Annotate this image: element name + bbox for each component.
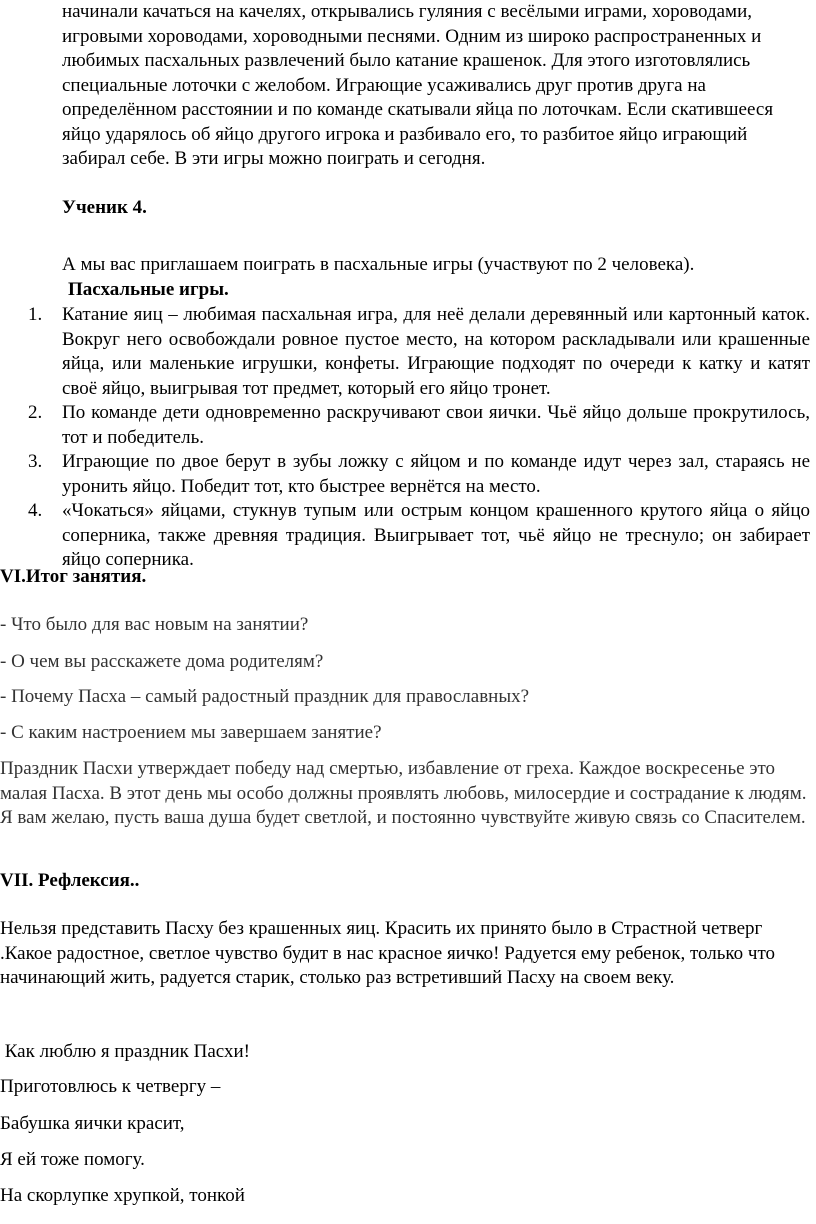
invitation-text: А мы вас приглашаем поиграть в пасхальные игры (участвуют по 2 человека). <box>62 254 695 275</box>
poem-line: Я ей тоже помогу. <box>0 1149 145 1170</box>
intro-paragraph: начинали качаться на качелях, открывались гуляния с весёлыми играми, хороводами, игровыми хороводами, хороводными песнями. Одним из широко распространенных и любимых пасхальных развлечений было катание крашенок. Для этого изготовлялись специальные лоточки с желобом. Играющие усаживались друг против друга на определённом расстоянии и по команде скатывали яйца по лоточкам. Если скатившееся яйцо ударялось об яйцо другого игрока и разбивало его, то разбитое яйцо играющий забирал себе. В эти игры можно поиграть и сегодня. <box>62 1 774 169</box>
section7-heading-block <box>0 869 810 894</box>
question-4-block <box>0 721 810 746</box>
poem-line: Как люблю я праздник Пасхи! <box>0 1041 250 1062</box>
section6-heading-block <box>0 565 810 590</box>
invitation-block <box>62 253 810 278</box>
summary-paragraph-block <box>0 757 810 831</box>
list-text: По команде дети одновременно раскручивают свои яички. Чьё яйцо дольше прокрутилось, тот и победитель. <box>62 402 810 448</box>
student-heading-block <box>62 196 810 221</box>
summary-paragraph: Праздник Пасхи утверждает победу над смертью, избавление от греха. Каждое воскресенье это малая Пасха. В этот день мы особо должны проявлять любовь, милосердие и сострадание к людям. Я вам желаю, пусть ваша душа будет светлой, и постоянно чувствуйте живую связь со Спасителем. <box>0 758 807 828</box>
poem-line-5-block <box>0 1184 810 1209</box>
question-1: - Что было для вас новым на занятии? <box>0 614 309 635</box>
poem-line-4-block <box>0 1148 810 1173</box>
list-item <box>0 450 810 499</box>
list-item <box>0 401 810 450</box>
list-text: Катание яиц – любимая пасхальная игра, для неё делали деревянный или картонный каток. Вокруг него освобождали ровное пустое место, на котором раскладывали или крашенные яйца, или маленькие игрушки, конфеты. Играющие подходят по очереди к катку и катят своё яйцо, выигрывая тот предмет, который его яйцо тронет. <box>62 304 810 399</box>
intro-paragraph-block <box>62 0 810 172</box>
question-2-block <box>0 650 810 675</box>
question-3: - Почему Пасха – самый радостный праздник для православных? <box>0 686 530 707</box>
games-list-block <box>0 303 810 573</box>
reflection-paragraph: Нельзя представить Пасху без крашенных яиц. Красить их принято было в Страстной четверг .Какое радостное, светлое чувство будит в нас красное яичко! Радуется ему ребенок, только что начинающий жить, радуется старик, столько раз встретивший Пасху на своем веку. <box>0 918 776 988</box>
question-3-block <box>0 685 810 710</box>
poem-line-3-block <box>0 1112 810 1137</box>
section6-heading: VI.Итог занятия. <box>0 566 147 587</box>
games-heading-block <box>68 278 810 303</box>
poem-line: Бабушка яички красит, <box>0 1113 185 1134</box>
list-number: 3. <box>28 451 43 472</box>
question-4: - С каким настроением мы завершаем занятие? <box>0 722 382 743</box>
student-heading: Ученик 4. <box>62 197 147 218</box>
list-number: 1. <box>28 304 43 325</box>
games-list <box>0 303 810 573</box>
poem-line: На скорлупке хрупкой, тонкой <box>0 1185 245 1206</box>
poem-line-1-block <box>0 1040 810 1065</box>
list-text: «Чокаться» яйцами, стукнув тупым или острым концом крашенного крутого яйца о яйцо соперника, также древняя традиция. Выигрывает тот, чьё яйцо не треснуло; он забирает яйцо соперника. <box>62 500 810 570</box>
list-number: 4. <box>28 500 43 521</box>
list-item <box>0 499 810 573</box>
question-2: - О чем вы расскажете дома родителям? <box>0 651 324 672</box>
poem-line: Приготовлюсь к четвергу – <box>0 1076 221 1097</box>
poem-line-2-block <box>0 1075 810 1100</box>
list-item <box>0 303 810 401</box>
section7-heading: VII. Рефлексия.. <box>0 870 140 891</box>
question-1-block <box>0 613 810 638</box>
games-heading: Пасхальные игры. <box>68 279 229 300</box>
list-number: 2. <box>28 402 43 423</box>
reflection-paragraph-block <box>0 917 810 991</box>
list-text: Играющие по двое берут в зубы ложку с яйцом и по команде идут через зал, стараясь не уронить яйцо. Победит тот, кто быстрее вернётся на место. <box>62 451 810 497</box>
